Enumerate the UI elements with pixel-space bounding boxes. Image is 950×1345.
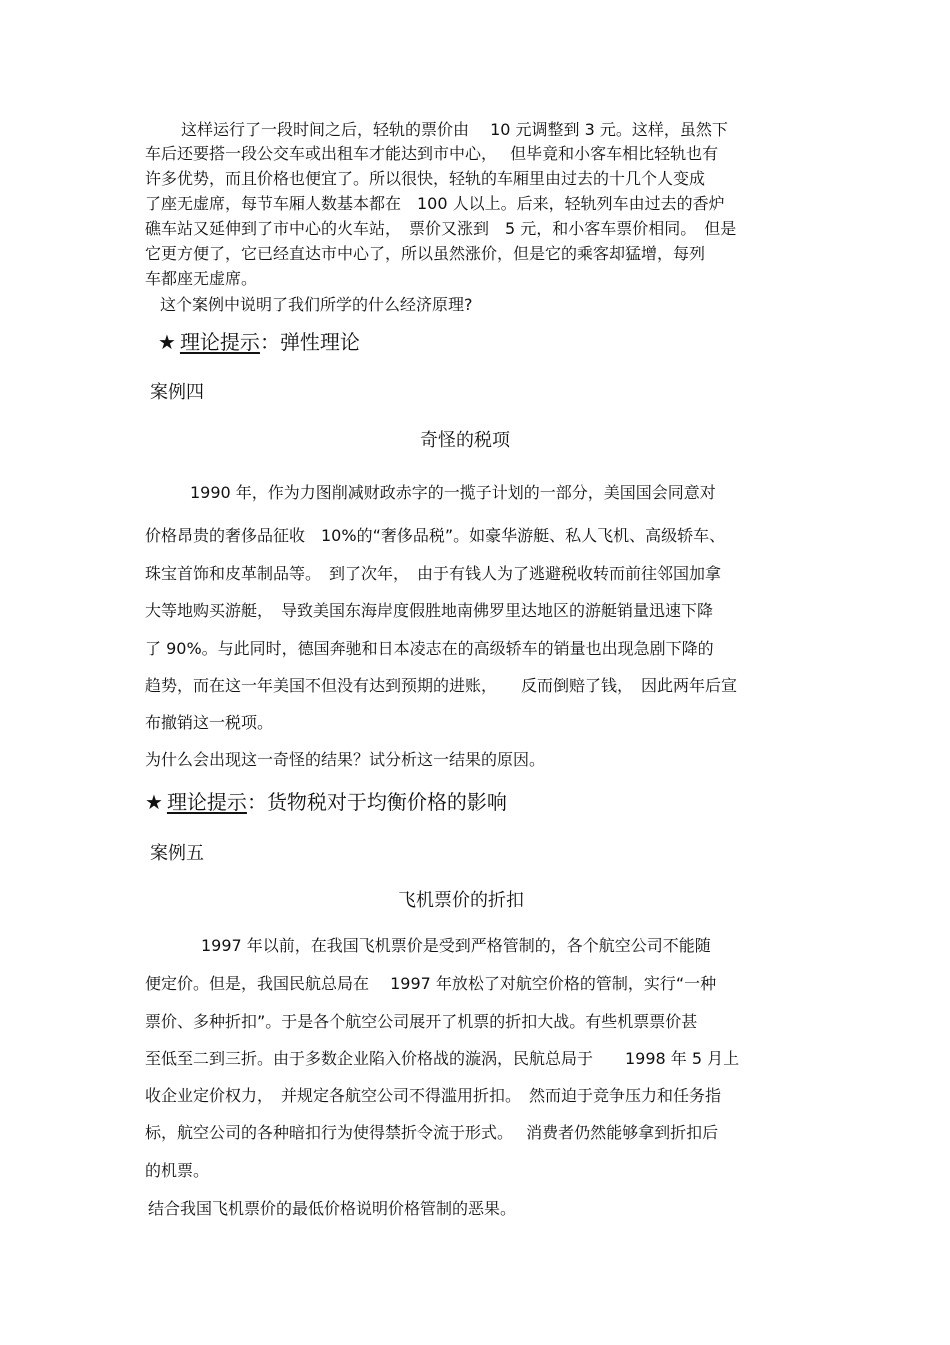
paragraph-line: 了座无虚席，每节车厢人数基本都在 100 人以上。后来，轻轨列车由过去的香炉	[145, 194, 725, 213]
paragraph-line: 趋势，而在这一年美国不但没有达到预期的进账， 反而倒赔了钱， 因此两年后宣	[145, 676, 738, 695]
paragraph-line: 大等地购买游艇， 导致美国东海岸度假胜地南佛罗里达地区的游艇销量迅速下降	[145, 601, 714, 620]
hint-label: 理论提示	[179, 330, 260, 354]
paragraph-line: 标，航空公司的各种暗扣行为使得禁折令流于形式。 消费者仍然能够拿到折扣后	[145, 1123, 719, 1142]
paragraph-line: 这样运行了一段时间之后，轻轨的票价由 10 元调整到 3 元。这样，虽然下	[181, 120, 728, 139]
paragraph-line: 的机票。	[145, 1161, 210, 1180]
star-icon: ★	[158, 330, 176, 354]
paragraph-line: 车都座无虚席。	[145, 269, 258, 288]
paragraph-line: 礁车站又延伸到了市中心的火车站， 票价又涨到 5 元，和小客车票价相同。 但是	[145, 219, 737, 238]
hint-separator: ：	[259, 330, 280, 354]
paragraph-line: 收企业定价权力， 并规定各航空公司不得滥用折扣。 然而迫于竞争压力和任务指	[145, 1086, 722, 1105]
paragraph-line: 1997 年以前，在我国飞机票价是受到严格管制的，各个航空公司不能随	[201, 936, 711, 955]
paragraph-line: 车后还要搭一段公交车或出租车才能达到市中心， 但毕竟和小客车相比轻轨也有	[145, 144, 719, 163]
paragraph-line: 便定价。但是，我国民航总局在 1997 年放松了对航空价格的管制，实行“一种	[145, 974, 717, 993]
case-title: 奇怪的税项	[420, 430, 510, 451]
paragraph-line: 珠宝首饰和皮革制品等。 到了次年， 由于有钱人为了逃避税收转而前往邻国加拿	[145, 564, 722, 583]
paragraph-line: 布撤销这一税项。	[145, 713, 274, 732]
case-title: 飞机票价的折扣	[398, 890, 524, 911]
case-label: 案例四	[150, 382, 204, 403]
paragraph-line: 它更方便了，它已经直达市中心了，所以虽然涨价，但是它的乘客却猛增，每列	[145, 244, 706, 263]
question-text: 这个案例中说明了我们所学的什么经济原理?	[160, 295, 473, 314]
question-text: 结合我国飞机票价的最低价格说明价格管制的恶果。	[148, 1199, 517, 1218]
hint-separator: ：	[246, 790, 267, 814]
paragraph-line: 许多优势，而且价格也便宜了。所以很快，轻轨的车厢里由过去的十几个人变成	[145, 169, 706, 188]
paragraph-line: 价格昂贵的奢侈品征收 10%的“奢侈品税”。如豪华游艇、私人飞机、高级轿车、	[145, 526, 726, 545]
paragraph-line: 了 90%。与此同时，德国奔驰和日本凌志在的高级轿车的销量也出现急剧下降的	[145, 639, 714, 658]
hint-text: 弹性理论	[279, 330, 360, 354]
hint-text: 货物税对于均衡价格的影响	[266, 790, 507, 814]
paragraph-line: 至低至二到三折。由于多数企业陷入价格战的漩涡，民航总局于 1998 年 5 月上	[145, 1049, 740, 1068]
case-label: 案例五	[150, 843, 204, 864]
paragraph-line: 票价、多种折扣”。于是各个航空公司展开了机票的折扣大战。有些机票票价甚	[145, 1012, 698, 1031]
star-icon: ★	[145, 790, 163, 814]
hint-label: 理论提示	[166, 790, 247, 814]
question-text: 为什么会出现这一奇怪的结果？试分析这一结果的原因。	[145, 750, 546, 769]
theory-hint	[158, 328, 360, 356]
theory-hint	[145, 788, 507, 816]
paragraph-line: 1990 年，作为力图削减财政赤字的一揽子计划的一部分，美国国会同意对	[190, 483, 716, 502]
